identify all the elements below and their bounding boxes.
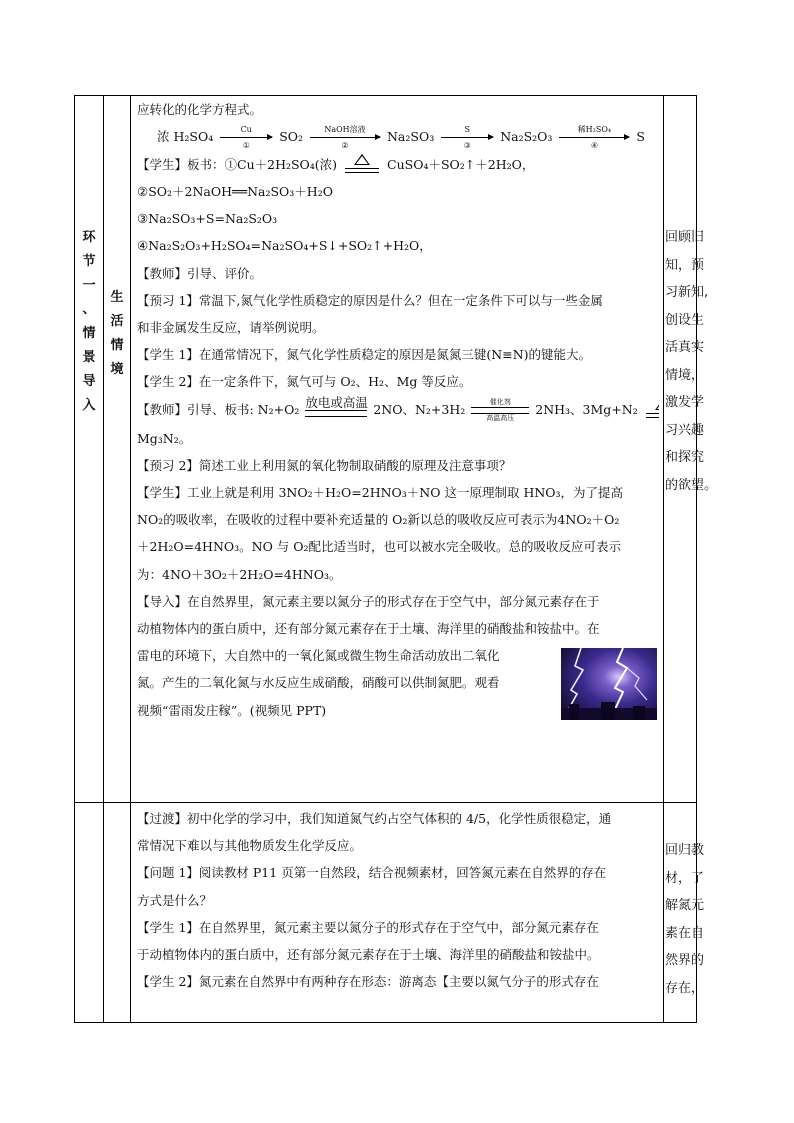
text-line: 动植物体内的蛋白质中，还有部分氮元素存在于土壤、海洋里的硝酸盐和铵盐中。在 — [137, 620, 600, 636]
stage-cell — [75, 96, 104, 803]
text-line: 【教师】引导、板书: N₂+O₂ 放电或高温 2NO、N₂+3H₂ 催化剂 高温高压 2NH₃、3Mg+N₂ — [137, 396, 659, 425]
text-line: Mg₃N₂。 — [137, 430, 192, 446]
content-body — [131, 803, 663, 995]
text-line: 视频“雷雨发庄稼”。(视频见 PPT) — [137, 702, 327, 718]
text-line: 【过渡】初中化学的学习中，我们知道氮气约占空气体积的 4/5，化学性质很稳定，通 — [137, 811, 612, 826]
content-cell — [131, 96, 664, 803]
catalyst-condition: 催化剂 高温高压 — [471, 398, 529, 422]
text-line: 【导入】在自然界里，氮元素主要以氮分子的形式存在于空气中，部分氮元素存在于 — [137, 593, 600, 609]
reaction-chain: 浓 H₂SO₄ Cu ① SO₂ NaOH溶液 ② Na₂SO₃ S ③ Na₂S₂O₃ 稀H₂SO₄ ④ S — [157, 124, 645, 150]
arrow-step: NaOH溶液 ② — [310, 125, 380, 151]
table-row — [75, 96, 697, 803]
purpose-cell — [664, 96, 718, 803]
table-row — [75, 803, 697, 1023]
stage-cell — [75, 803, 104, 1023]
text-line: 【学生】工业上就是利用 3NO₂＋H₂O=2HNO₃＋NO 这一原理制取 HNO₃，为了提高 — [137, 484, 624, 500]
text-line: 和非金属发生反应，请举例说明。 — [137, 319, 325, 335]
text-line: 常情况下难以与其他物质发生化学反应。 — [137, 838, 363, 854]
arrow-step: S ③ — [441, 125, 493, 151]
text-line: 【学生 2】在一定条件下，氮气可与 O₂、H₂、Mg 等反应。 — [137, 374, 472, 390]
text-line: NO₂的吸收率，在吸收的过程中要补充适量的 O₂新以总的吸收反应可表示为4NO₂＋O₂ — [137, 512, 620, 528]
heat-condition-symbol — [345, 154, 379, 176]
lightning-photo — [561, 648, 657, 720]
content-body — [131, 96, 663, 724]
discharge-condition: 放电或高温 — [305, 396, 367, 425]
text-line: ③Na₂SO₃+S=Na₂S₂O₃ — [137, 211, 278, 227]
text-line: ②SO₂＋2NaOH══Na₂SO₃＋H₂O — [137, 183, 333, 199]
text-line: 【预习 1】常温下,氮气化学性质稳定的原因是什么？但在一定条件下可以与一些金属 — [137, 292, 603, 308]
text-line: 方式是什么？ — [137, 892, 213, 908]
content-cell — [131, 803, 664, 1023]
text-line: 雷电的环境下，大自然中的一氧化氮或微生物生命活动放出二氧化 — [137, 648, 500, 664]
text-line: 【问题 1】阅读教材 P11 页第一自然段，结合视频素材，回答氮元素在自然界的存在 — [137, 865, 607, 881]
substage-cell — [104, 96, 131, 803]
text-line: 【学生】板书：①Cu＋2H₂SO₄(浓) CuSO₄＋SO₂↑＋2H₂O， — [137, 151, 659, 178]
arrow-step: Cu ① — [220, 125, 272, 151]
purpose-cell — [664, 803, 705, 1023]
stage-label: 环 节 一 、 情 景 导 入 — [82, 230, 96, 413]
substage-cell — [104, 803, 131, 1023]
design-purpose-note: 回顾旧 知，预 习新知, 创设生 活真实 情境， 激发学 习兴趣 和探究 的欲望。 — [665, 230, 718, 493]
text-line: 为：4NO＋3O₂＋2H₂O=4HNO₃。 — [137, 566, 342, 582]
lesson-plan-table — [74, 95, 718, 1023]
text-line: 【教师】引导、评价。 — [137, 265, 263, 281]
text-line: 应转化的化学方程式。 — [137, 102, 263, 117]
text-line: 【学生 2】氮元素在自然界中有两种存在形态：游离态【主要以氮气分子的形式存在 — [137, 974, 599, 990]
text-line: 【学生 1】在自然界里，氮元素主要以氮分子的形式存在于空气中，部分氮元素存在 — [137, 919, 599, 935]
heat-condition-symbol — [646, 399, 659, 421]
text-line: 氮。产生的二氧化氮与水反应生成硝酸，硝酸可以供制氮肥。观看 — [137, 675, 500, 691]
substage-label: 生 活 情 境 — [110, 290, 124, 377]
text-line: ④Na₂S₂O₃+H₂SO₄=Na₂SO₄+S↓+SO₂↑+H₂O， — [137, 238, 432, 254]
text-line: 【预习 2】简述工业上利用氮的氧化物制取硝酸的原理及注意事项？ — [137, 457, 512, 473]
arrow-step: 稀H₂SO₄ ④ — [559, 125, 629, 151]
design-purpose-note: 回归教 材，了 解氮元 素在自 然界的 存在， — [665, 843, 705, 996]
text-line: 于动植物体内的蛋白质中，还有部分氮元素存在于土壤、海洋里的硝酸盐和铵盐中。 — [137, 947, 600, 963]
text-line: ＋2H₂O=4HNO₃。NO 与 O₂配比适当时，也可以被水完全吸收。总的吸收反应可表示 — [137, 539, 622, 555]
text-line: 【学生 1】在通常情况下，氮气化学性质稳定的原因是氮氮三键(N≡N)的键能大。 — [137, 347, 592, 363]
